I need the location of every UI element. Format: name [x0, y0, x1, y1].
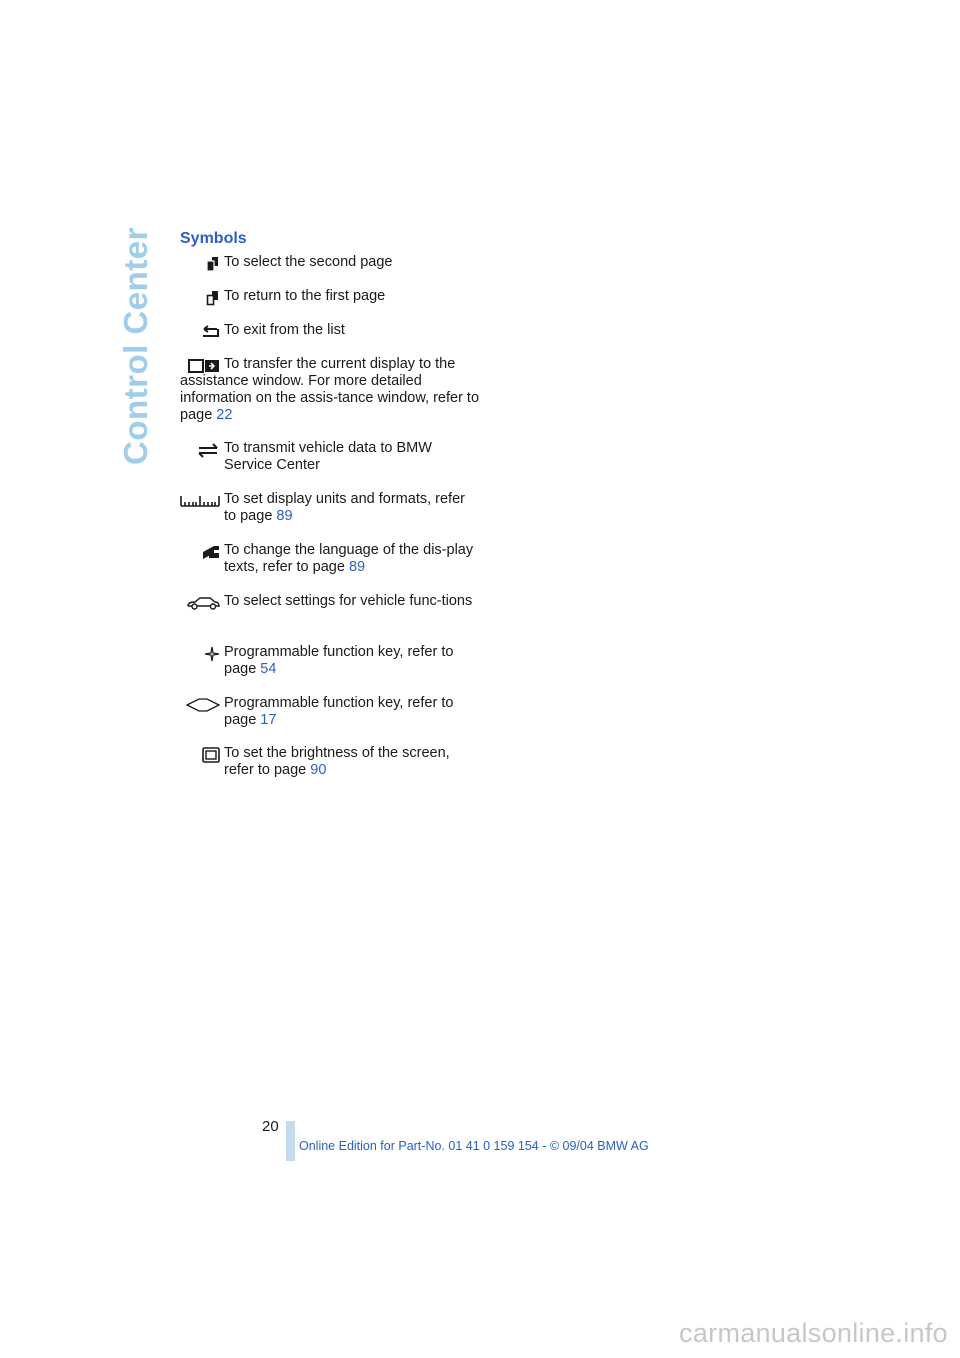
symbol-row-function-key-star [180, 644, 480, 684]
watermark: carmanualsonline.info [679, 1318, 948, 1348]
symbol-description: Programmable function key, refer to page 17 [224, 695, 454, 728]
symbol-row-language [180, 542, 480, 582]
vehicle-settings-icon [180, 593, 220, 613]
page-link[interactable]: 89 [276, 508, 293, 524]
section-heading: Symbols [180, 230, 247, 247]
symbol-description: Programmable function key, refer to page 54 [224, 644, 454, 677]
symbol-row-units [180, 491, 480, 531]
symbol-description: To select the second page [224, 254, 393, 270]
symbol-description: To change the language of the dis-play texts, refer to page 89 [224, 542, 474, 575]
units-ruler-icon [180, 491, 220, 511]
diamond-outline-icon [180, 695, 220, 715]
symbol-description: To return to the first page [224, 288, 386, 304]
symbol-description: To exit from the list [224, 322, 345, 338]
symbol-description: To transmit vehicle data to BMW Service Center [224, 440, 432, 473]
page-link[interactable]: 54 [260, 661, 277, 677]
transmit-data-icon [180, 440, 220, 460]
page-link[interactable]: 17 [260, 712, 277, 728]
exit-list-icon [180, 322, 220, 342]
page-link[interactable]: 90 [310, 762, 327, 778]
symbol-row-transmit-data [180, 440, 480, 480]
second-page-icon [180, 254, 220, 274]
page-link[interactable]: 22 [216, 407, 233, 423]
symbol-description: To transfer the current display to the assistance window. For more detailed information on the assis-tance window, refer to page 22 [180, 356, 480, 423]
symbol-row-brightness [180, 745, 480, 785]
footer-accent-bar [286, 1121, 295, 1161]
assistance-window-icon [180, 356, 220, 376]
edition-footer: Online Edition for Part-No. 01 41 0 159 154 - © 09/04 BMW AG [299, 1139, 649, 1153]
first-page-icon [180, 288, 220, 308]
symbol-row-assistance-window [180, 356, 480, 426]
page-link[interactable]: 89 [348, 559, 366, 575]
symbol-description: To select settings for vehicle func-tions [224, 593, 473, 609]
chapter-title-text: Control Center [117, 227, 154, 465]
symbol-row-vehicle-settings [180, 593, 480, 633]
brightness-screen-icon [180, 745, 220, 765]
symbol-description: To set the brightness of the screen, refer to page 90 [224, 745, 450, 778]
diamond-star-icon [180, 644, 220, 664]
chapter-side-title [117, 227, 154, 465]
symbol-description: To set display units and formats, refer to page 89 [224, 491, 465, 524]
symbol-row-function-key-diamond [180, 695, 480, 735]
language-icon [180, 542, 220, 562]
page-number: 20 [262, 1118, 279, 1135]
